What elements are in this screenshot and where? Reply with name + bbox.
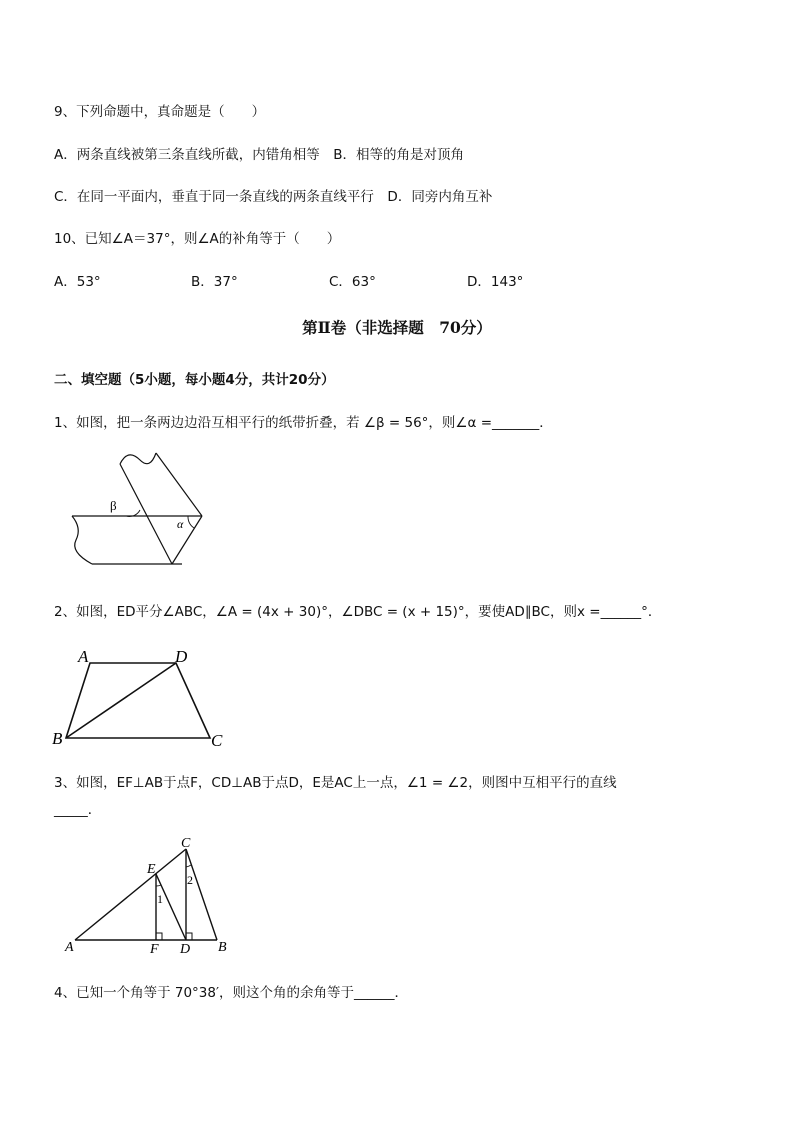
triangle-perpendicular-figure <box>55 833 235 958</box>
label-d: D <box>180 942 191 957</box>
label-f: F <box>150 942 159 957</box>
right-angle-f <box>156 933 162 940</box>
trapezoid-figure <box>50 645 240 755</box>
label-c: C <box>211 731 223 750</box>
fold-right-edge <box>156 453 202 516</box>
beta-label: β <box>110 498 117 513</box>
q10-option-c: C．63° <box>329 274 376 290</box>
angle-2-arc <box>186 865 191 867</box>
line-cb <box>186 849 217 940</box>
label-a: A <box>65 940 74 955</box>
angle-1-label: 1 <box>157 892 163 906</box>
label-b: B <box>52 729 63 748</box>
right-angle-d <box>186 933 192 940</box>
angle-2-label: 2 <box>187 873 193 887</box>
fill-q4-text: 4、已知一个角等于 70°38′，则这个角的余角等于______． <box>54 985 409 1001</box>
q9-stem: 9、下列命题中，真命题是（ ） <box>54 104 266 120</box>
q10-stem: 10、已知∠A＝37°，则∠A的补角等于（ ） <box>54 231 341 247</box>
fold-left-edge <box>120 464 172 564</box>
line-ac <box>75 849 186 940</box>
label-b: B <box>218 940 227 955</box>
strip-torn-edge <box>72 516 92 564</box>
fold-torn-top <box>120 453 156 464</box>
q9-option-ab: A．两条直线被第三条直线所截，内错角相等 B．相等的角是对顶角 <box>54 147 464 163</box>
section-title: 第Ⅱ卷（非选择题 70分） <box>302 318 492 337</box>
q10-option-a: A．53° <box>54 274 101 290</box>
line-ed <box>156 874 186 940</box>
label-e: E <box>147 862 156 877</box>
alpha-arc <box>188 516 194 528</box>
label-a: A <box>78 647 89 666</box>
angle-1-arc <box>156 885 161 886</box>
q9-option-cd: C．在同一平面内，垂直于同一条直线的两条直线平行 D．同旁内角互补 <box>54 189 493 205</box>
fill-q1-text: 1、如图，把一条两边边沿互相平行的纸带折叠，若 ∠β = 56°，则∠α =_______． <box>54 415 553 431</box>
q10-option-d: D．143° <box>467 274 524 290</box>
alpha-label: α <box>177 517 184 531</box>
diagonal-bd <box>66 663 176 738</box>
fold-strip-figure <box>60 448 220 573</box>
fill-q3-text-line2: _____． <box>54 802 102 818</box>
part2-heading: 二、填空题（5小题，每小题4分，共计20分） <box>54 372 335 388</box>
q10-option-b: B．37° <box>191 274 238 290</box>
fill-q3-text-line1: 3、如图，EF⊥AB于点F，CD⊥AB于点D，E是AC上一点，∠1 = ∠2，则图中互相平行的直线 <box>54 775 617 791</box>
fill-q2-text: 2、如图，ED平分∠ABC，∠A = (4x + 30)°，∠DBC = (x + 15)°，要使AD∥BC，则x =______°． <box>54 604 662 620</box>
trapezoid-abcd <box>66 663 210 738</box>
label-c: C <box>181 836 191 851</box>
label-d: D <box>175 647 188 666</box>
